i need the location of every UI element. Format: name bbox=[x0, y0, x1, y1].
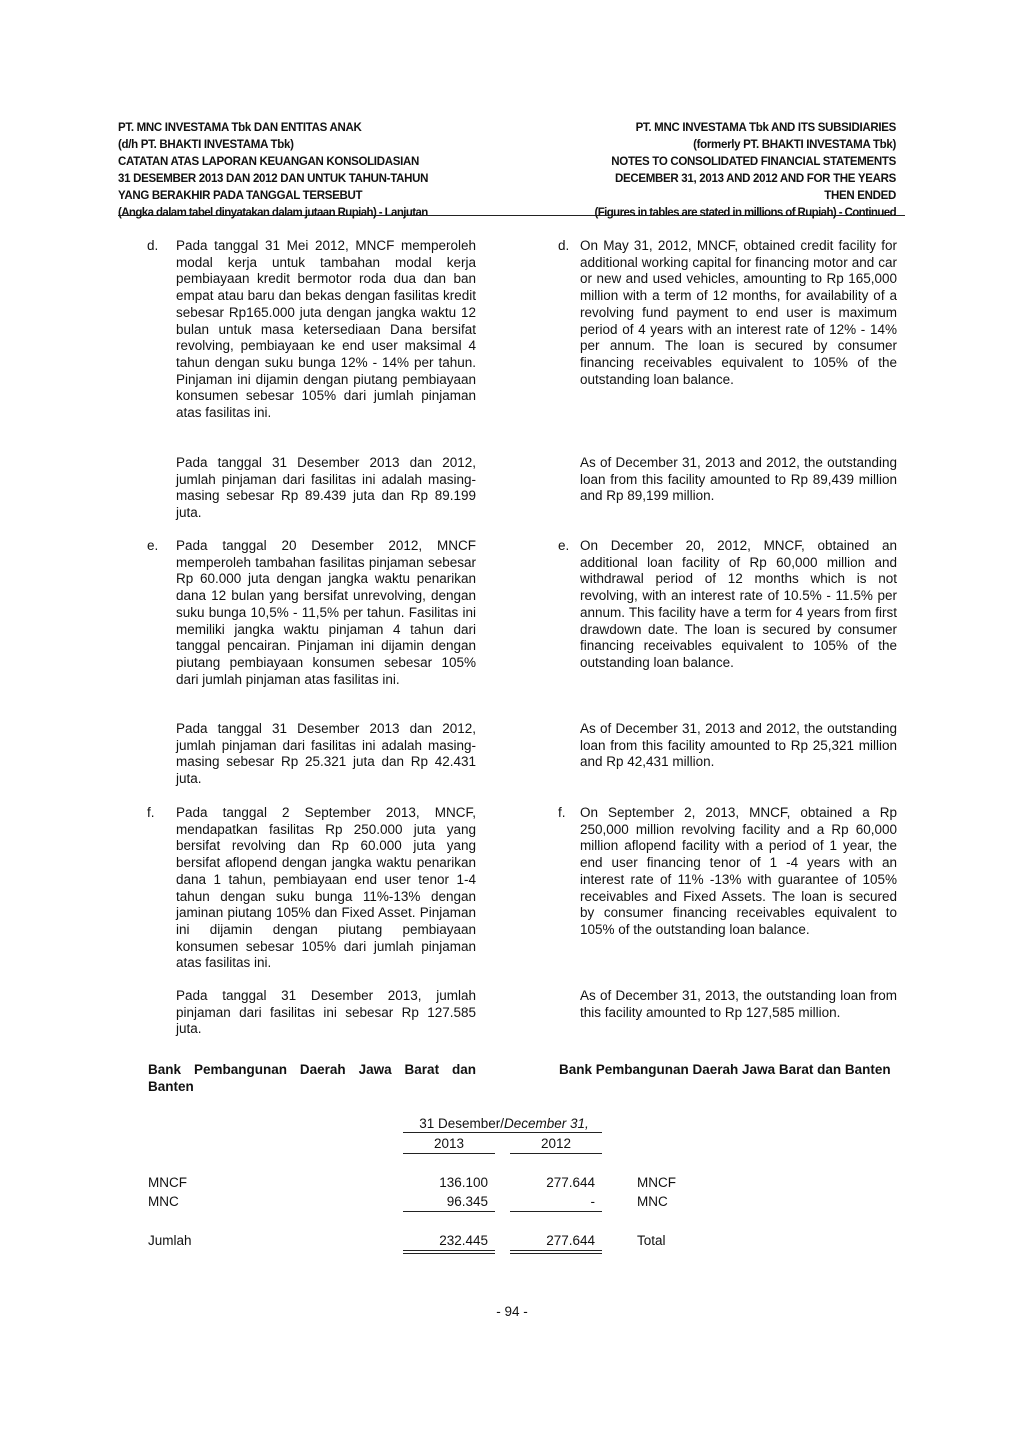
period-label-id: 31 Desember/ bbox=[419, 1116, 504, 1131]
total-2013: 232.445 bbox=[439, 1233, 488, 1248]
page-number: - 94 - bbox=[496, 1304, 528, 1319]
right-note-f-paragraph-1 bbox=[580, 805, 897, 939]
header-right-line-4: DECEMBER 31, 2013 AND 2012 AND FOR THE YEARS bbox=[615, 173, 896, 185]
column-header-2012: 2012 bbox=[540, 1136, 572, 1151]
right-note-e-text-1: On December 20, 2012, MNCF, obtained an additional loan facility of Rp 60,000 million and withdrawal period of 12 months which is not revolving, with an interest rate of 10.5% - 11.5% per annum. This facility have a term for 4 years from first drawdown date. The loan is secured by consumer financing receivables equivalent to 105% of the outstanding loan balance. bbox=[580, 538, 897, 670]
left-note-d-paragraph-2 bbox=[176, 455, 476, 522]
table-period-header bbox=[416, 1115, 592, 1132]
subtotal-rule-2013 bbox=[403, 1211, 495, 1212]
left-note-d-text-1: Pada tanggal 31 Mei 2012, MNCF memperoleh modal kerja untuk tambahan modal kerja pembiayaan kredit bermotor roda dua dan ban empat atau baru dan bekas dengan fasilitas kredit sebesar Rp165.000 juta dengan jangka waktu 12 bulan untuk masa ketersediaan Dana bersifat revolving, pembiayaan ke end user maksimal 4 tahun dengan suku bunga 12% - 14% per tahun. Pinjaman ini dijamin dengan piutang pembiayaan konsumen sebesar 105% dari jumlah pinjaman atas fasilitas ini. bbox=[176, 238, 476, 421]
header-right-line-6: (Figures in tables are stated in millions of Rupiah) - Continued bbox=[594, 207, 896, 219]
header-right-line-1: PT. MNC INVESTAMA Tbk AND ITS SUBSIDIARIES bbox=[635, 122, 896, 134]
left-note-e-paragraph-1 bbox=[176, 538, 476, 688]
right-note-d-paragraph-1 bbox=[580, 238, 897, 388]
right-note-e-paragraph-1 bbox=[580, 538, 897, 672]
row-mncf-label-en: MNCF bbox=[637, 1175, 676, 1190]
header-left-line-5: YANG BERAKHIR PADA TANGGAL TERSEBUT bbox=[118, 190, 363, 202]
left-note-e-text-1: Pada tanggal 20 Desember 2012, MNCF memperoleh tambahan fasilitas pinjaman sebesar Rp 60.000 juta dengan jangka waktu penarikan dana 12 bulan yang bersifat unrevolving, dengan suku bunga 10,5% - 11,5% per tahun. Fasilitas ini memiliki jangka waktu pinjaman 4 tahun dari tanggal pencairan. Pinjaman ini dijamin dengan piutang pembiayaan konsumen sebesar 105% dari jumlah pinjaman atas fasilitas ini. bbox=[176, 538, 476, 687]
right-note-f-text-1: On September 2, 2013, MNCF, obtained a Rp 250,000 million revolving facility and a Rp 60,000 million aflopend facility with a period of 1 year, the end user financing tenor of 1 -4 years with an interest rate of 11% -13% with guarantee of 105% receivables and Fixed Assets. The loan is secured by consumer financing receivables equivalent to 105% of the outstanding loan balance. bbox=[580, 805, 897, 937]
row-mncf-2012: 277.644 bbox=[546, 1175, 595, 1190]
right-note-d-text-2: As of December 31, 2013 and 2012, the outstanding loan from this facility amounted to Rp 89,439 million and Rp 89,199 million. bbox=[580, 455, 897, 504]
period-label-en: December 31, bbox=[504, 1116, 589, 1131]
right-note-d-text-1: On May 31, 2012, MNCF, obtained credit facility for additional working capital for financing motor and car or new and used vehicles, amounting to Rp 165,000 million with a term of 12 months, for availability of a revolving fund payment to end user is maximum period of 4 years with an interest rate of 12% - 14% per annum. The loan is secured by consumer financing receivables equivalent to 105% of the outstanding loan balance. bbox=[580, 238, 897, 387]
header-right bbox=[478, 120, 896, 222]
row-mnc-2013: 96.345 bbox=[446, 1194, 488, 1209]
total-2012: 277.644 bbox=[546, 1233, 595, 1248]
right-marker-e: e. bbox=[558, 538, 570, 553]
left-marker-f: f. bbox=[147, 805, 155, 820]
header-right-line-2: (formerly PT. BHAKTI INVESTAMA Tbk) bbox=[693, 139, 896, 151]
header-right-line-5: THEN ENDED bbox=[824, 190, 896, 202]
right-bank-heading: Bank Pembangunan Daerah Jawa Barat dan Banten bbox=[559, 1062, 891, 1077]
left-marker-d: d. bbox=[147, 238, 159, 253]
row-mnc-label-en: MNC bbox=[637, 1194, 668, 1209]
header-left-line-6: (Angka dalam tabel dinyatakan dalam jutaan Rupiah) - Lanjutan bbox=[118, 207, 428, 219]
total-label-en: Total bbox=[637, 1233, 666, 1248]
row-mnc-2012: - bbox=[590, 1194, 595, 1209]
left-marker-e: e. bbox=[147, 538, 159, 553]
column-header-2013: 2013 bbox=[433, 1136, 465, 1151]
subtotal-rule-2012 bbox=[510, 1211, 602, 1212]
row-mnc-label-id: MNC bbox=[148, 1194, 179, 1209]
left-note-f-text-2: Pada tanggal 31 Desember 2013, jumlah pinjaman dari fasilitas ini sebesar Rp 127.585 juta. bbox=[176, 988, 476, 1037]
left-note-f-paragraph-1 bbox=[176, 805, 476, 972]
column-2013-underline bbox=[403, 1153, 495, 1154]
total-label-id: Jumlah bbox=[148, 1233, 192, 1248]
column-2012-underline bbox=[510, 1153, 602, 1154]
right-marker-f: f. bbox=[558, 805, 566, 820]
row-mncf-label-id: MNCF bbox=[148, 1175, 187, 1190]
right-note-e-paragraph-2 bbox=[580, 721, 897, 771]
right-note-d-paragraph-2 bbox=[580, 455, 897, 505]
header-left-line-3: CATATAN ATAS LAPORAN KEUANGAN KONSOLIDASIAN bbox=[118, 156, 419, 168]
header-rule bbox=[118, 215, 905, 216]
right-note-f-paragraph-2 bbox=[580, 988, 897, 1021]
right-note-f-text-2: As of December 31, 2013, the outstanding loan from this facility amounted to Rp 127,585 million. bbox=[580, 988, 897, 1020]
right-marker-d: d. bbox=[558, 238, 570, 253]
left-bank-heading: Bank Pembangunan Daerah Jawa Barat dan Banten bbox=[148, 1062, 476, 1094]
left-note-e-paragraph-2 bbox=[176, 721, 476, 788]
left-note-d-paragraph-1 bbox=[176, 238, 476, 422]
total-double-rule-2012 bbox=[510, 1250, 602, 1254]
header-left bbox=[118, 120, 538, 222]
header-left-line-4: 31 DESEMBER 2013 DAN 2012 DAN UNTUK TAHUN-TAHUN bbox=[118, 173, 429, 185]
row-mncf-2013: 136.100 bbox=[439, 1175, 488, 1190]
header-left-line-1: PT. MNC INVESTAMA Tbk DAN ENTITAS ANAK bbox=[118, 122, 362, 134]
period-underline bbox=[403, 1132, 602, 1133]
header-right-line-3: NOTES TO CONSOLIDATED FINANCIAL STATEMENTS bbox=[611, 156, 896, 168]
header-left-line-2: (d/h PT. BHAKTI INVESTAMA Tbk) bbox=[118, 139, 294, 151]
total-double-rule-2013 bbox=[403, 1250, 495, 1254]
left-note-f-paragraph-2 bbox=[176, 988, 476, 1038]
left-note-d-text-2: Pada tanggal 31 Desember 2013 dan 2012, jumlah pinjaman dari fasilitas ini adalah masing-masing sebesar Rp 89.439 juta dan Rp 89.199 juta. bbox=[176, 455, 476, 521]
left-note-f-text-1: Pada tanggal 2 September 2013, MNCF, mendapatkan fasilitas Rp 250.000 juta yang bersifat revolving dan Rp 60.000 juta yang bersifat aflopend dengan jangka waktu penarikan dana 1 tahun, pembiayaan end user tenor 1-4 tahun dengan suku bunga 11%-13% dengan jaminan piutang 105% dan Fixed Asset. Pinjaman ini dijamin dengan piutang pembiayaan konsumen sebesar 105% dari jumlah pinjaman atas fasilitas ini. bbox=[176, 805, 476, 971]
right-note-e-text-2: As of December 31, 2013 and 2012, the outstanding loan from this facility amounted to Rp 25,321 million and Rp 42,431 million. bbox=[580, 721, 897, 770]
left-note-e-text-2: Pada tanggal 31 Desember 2013 dan 2012, jumlah pinjaman dari fasilitas ini adalah masing-masing sebesar Rp 25.321 juta dan Rp 42.431 juta. bbox=[176, 721, 476, 787]
